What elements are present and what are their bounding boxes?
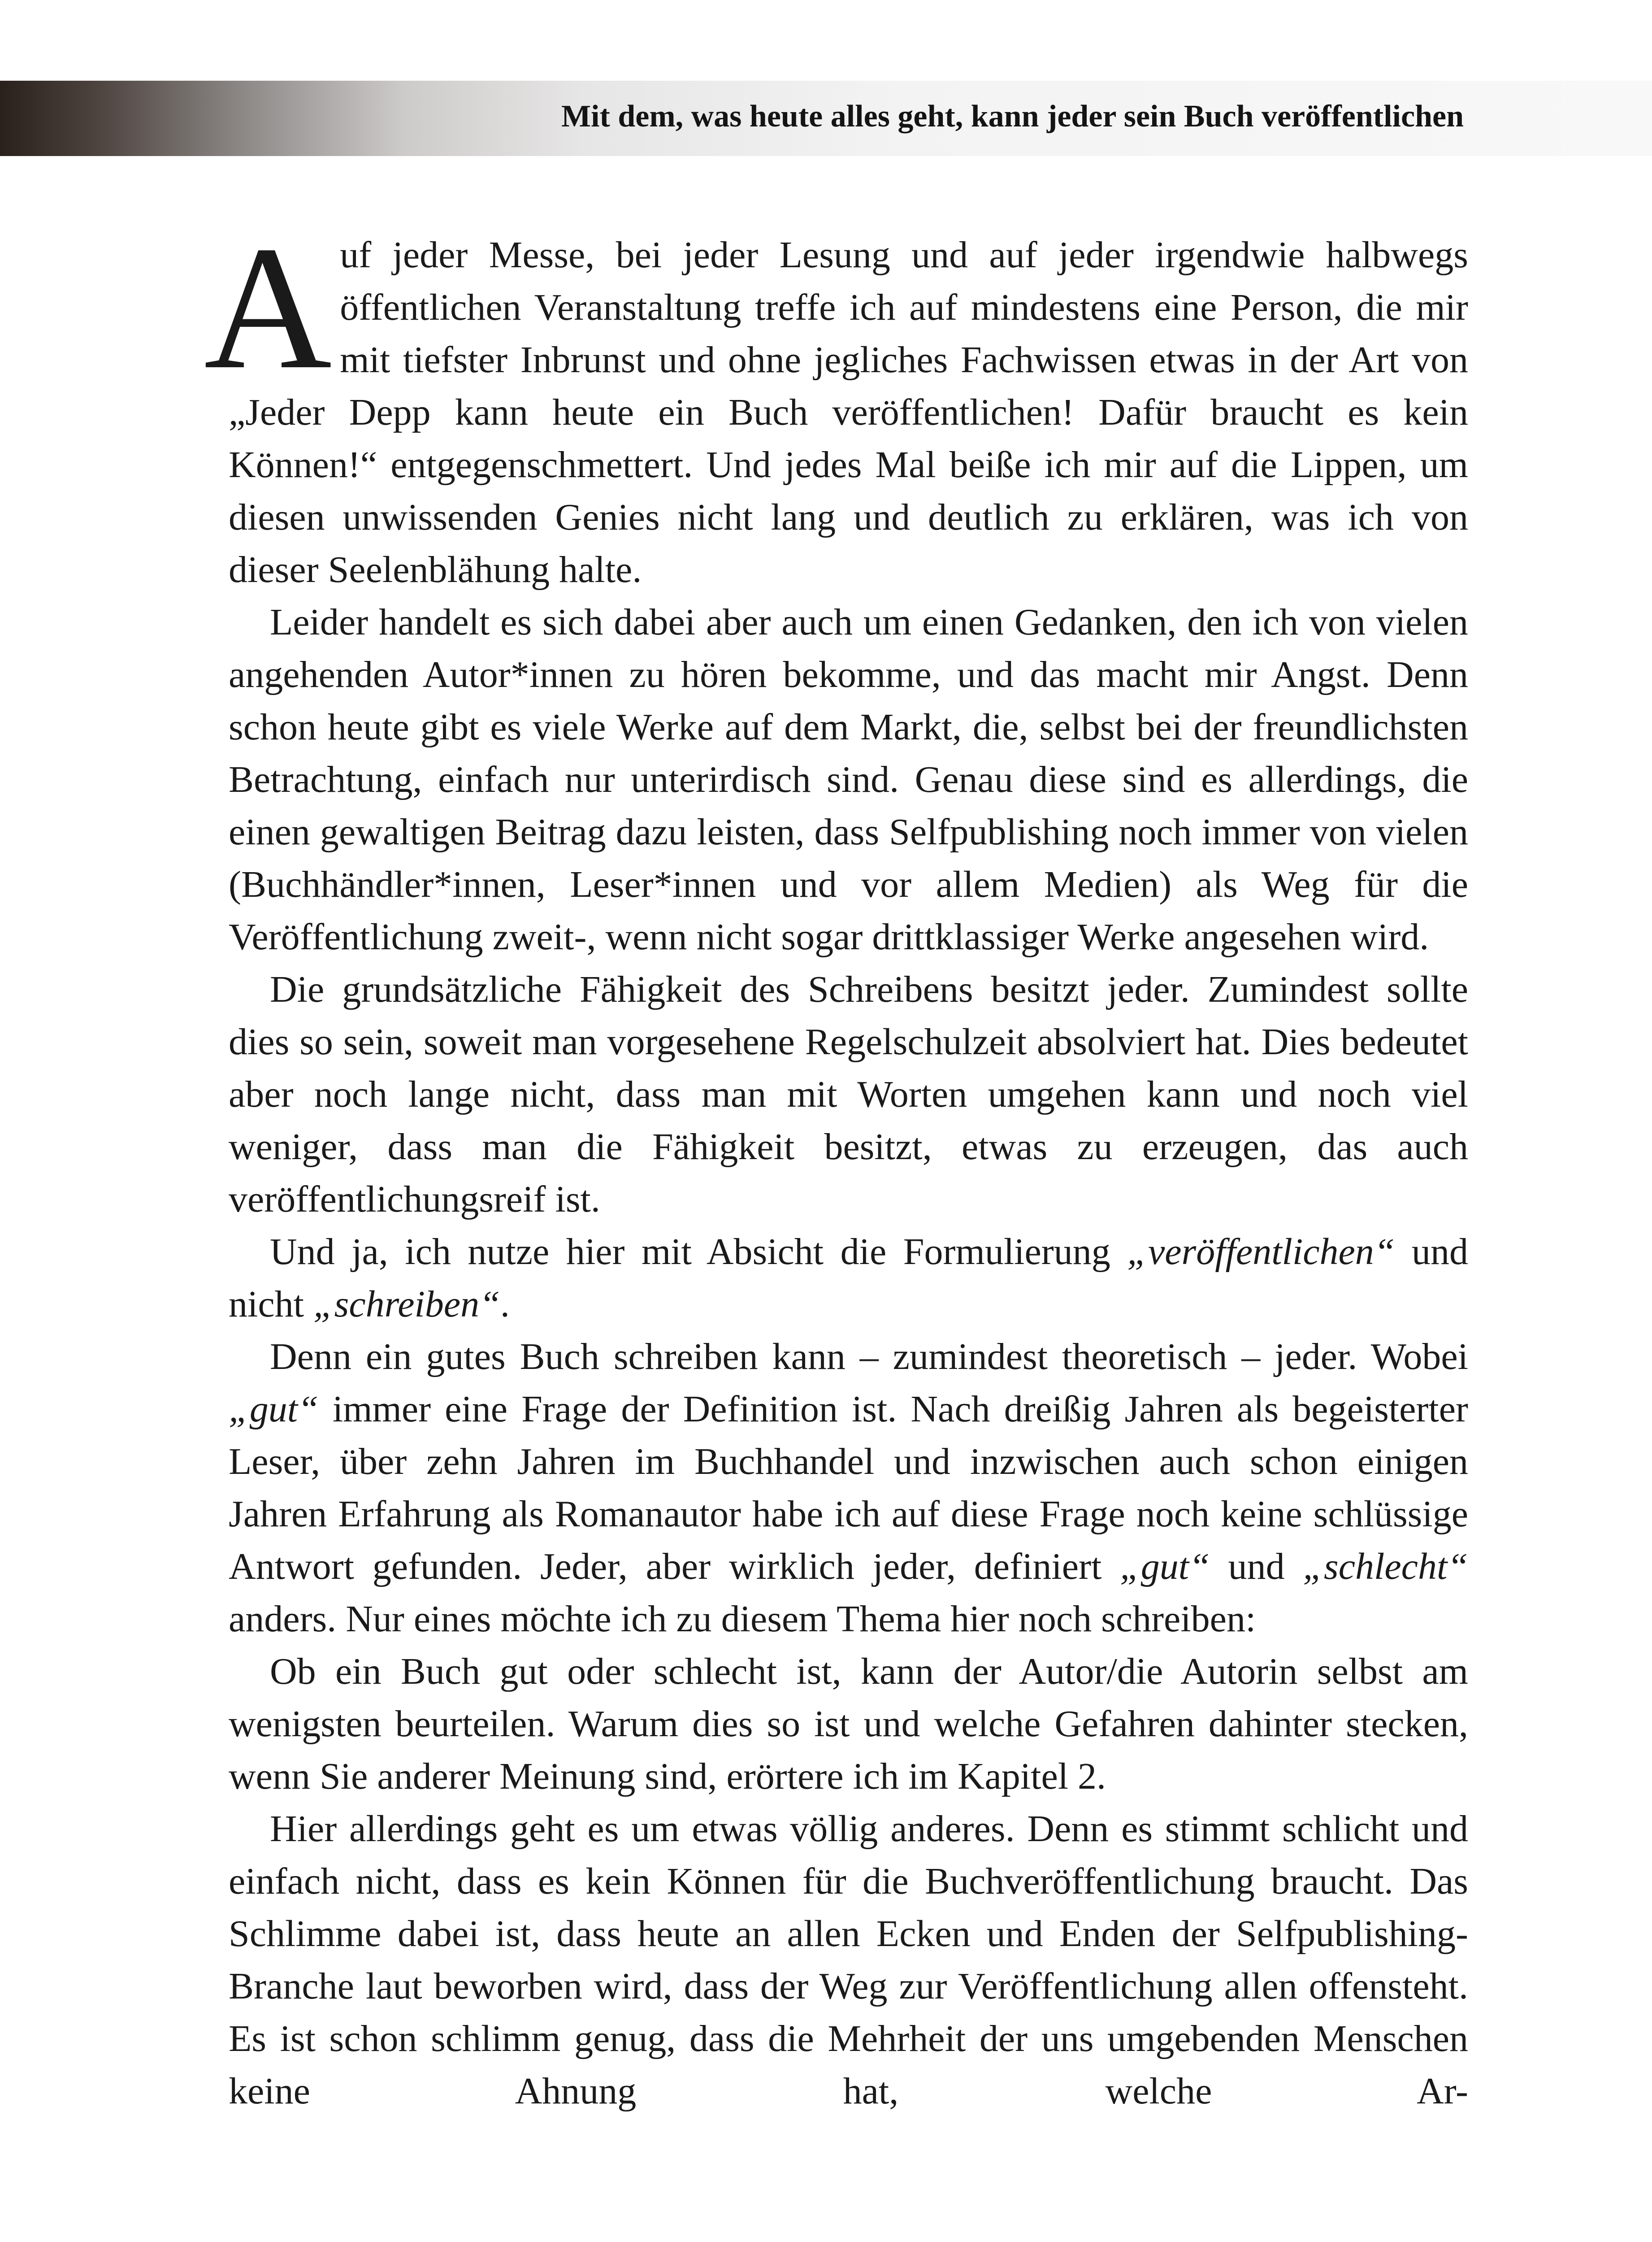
paragraph-1-text: uf jeder Messe, bei jeder Lesung und auf jeder irgendwie halbwegs öffentlichen Veranstaltung treffe ich auf mindestens eine Person, die mir mit tiefster Inbrunst und ohne jegliches Fachwissen etwas in der Art von „Jeder Depp kann heute ein Buch veröffentlichen! Dafür braucht es kein Können!“ entgegenschmettert. Und jedes Mal beiße ich mir auf die Lippen, um diesen unwissenden Genies nicht lang und deutlich zu erklären, was ich von dieser Seelenblähung halte. — [229, 234, 1468, 591]
emphasis: „schreiben“ — [313, 1283, 500, 1325]
paragraph-6: Ob ein Buch gut oder schlecht ist, kann der Autor/die Autorin selbst am wenigsten beurteilen. Warum dies so ist und welche Gefahren dahinter stecken, wenn Sie anderer Meinung sind, erörtere ich im Kapitel 2. — [229, 1651, 1468, 1797]
emphasis: „veröffentlichen“ — [1127, 1231, 1395, 1273]
emphasis: „gut“ — [229, 1388, 319, 1430]
paragraph-4: Und ja, ich nutze hier mit Absicht die Formulierung „veröffentlichen“ und nicht „schreiben“. — [229, 1231, 1469, 1325]
paragraph-1 — [204, 210, 1468, 596]
running-header — [0, 81, 1652, 156]
running-header-title: Mit dem, was heute alles geht, kann jeder sein Buch veröffentlichen — [561, 99, 1464, 134]
paragraph-3: Die grundsätzliche Fähigkeit des Schreibens besitzt jeder. Zumindest sollte dies so sein, soweit man vorgesehene Regelschulzeit absolviert hat. Dies bedeutet aber noch lange nicht, dass man mit Worten umgehen kann und noch viel weniger, dass man die Fähigkeit besitzt, etwas zu erzeugen, das auch veröffentlichungsreif ist. — [229, 969, 1468, 1220]
paragraph-5: Denn ein gutes Buch schreiben kann – zumindest theoretisch – jeder. Wobei „gut“ immer eine Frage der Definition ist. Nach dreißig Jahren als begeisterter Leser, über zehn Jahren im Buchhandel und inzwischen auch schon einigen Jahren Erfahrung als Romanautor habe ich auf diese Frage noch keine schlüssige Antwort gefunden. Jeder, aber wirklich jeder, definiert „gut“ und „schlecht“ anders. Nur eines möchte ich zu diesem Thema hier noch schreiben: — [229, 1336, 1468, 1640]
emphasis: „gut“ — [1120, 1546, 1210, 1587]
emphasis: „schlecht“ — [1303, 1546, 1468, 1587]
paragraph-7: Hier allerdings geht es um etwas völlig anderes. Denn es stimmt schlicht und einfach nicht, dass es kein Können für die Buchveröffentlichung braucht. Das Schlimme dabei ist, dass heute an allen Ecken und Enden der Selfpublishing-Branche laut beworben wird, dass der Weg zur Veröffentlichung allen offensteht. Es ist schon schlimm genug, dass die Mehrheit der uns umgebenden Menschen keine Ahnung hat, welche Ar- — [229, 1808, 1468, 2112]
body-text — [204, 210, 1469, 2117]
paragraph-2: Leider handelt es sich dabei aber auch um einen Gedanken, den ich von vielen angehenden Autor*innen zu hören bekomme, und das macht mir Angst. Denn schon heute gibt es viele Werke auf dem Markt, die, selbst bei der freundlichsten Betrachtung, einfach nur unterirdisch sind. Genau diese sind es allerdings, die einen gewaltigen Beitrag dazu leisten, dass Selfpublishing noch immer von vielen (Buchhändler*innen, Leser*innen und vor allem Medien) als Weg für die Veröffentlichung zweit-, wenn nicht sogar drittklassiger Werke angesehen wird. — [229, 601, 1468, 958]
drop-cap: A — [204, 210, 332, 406]
